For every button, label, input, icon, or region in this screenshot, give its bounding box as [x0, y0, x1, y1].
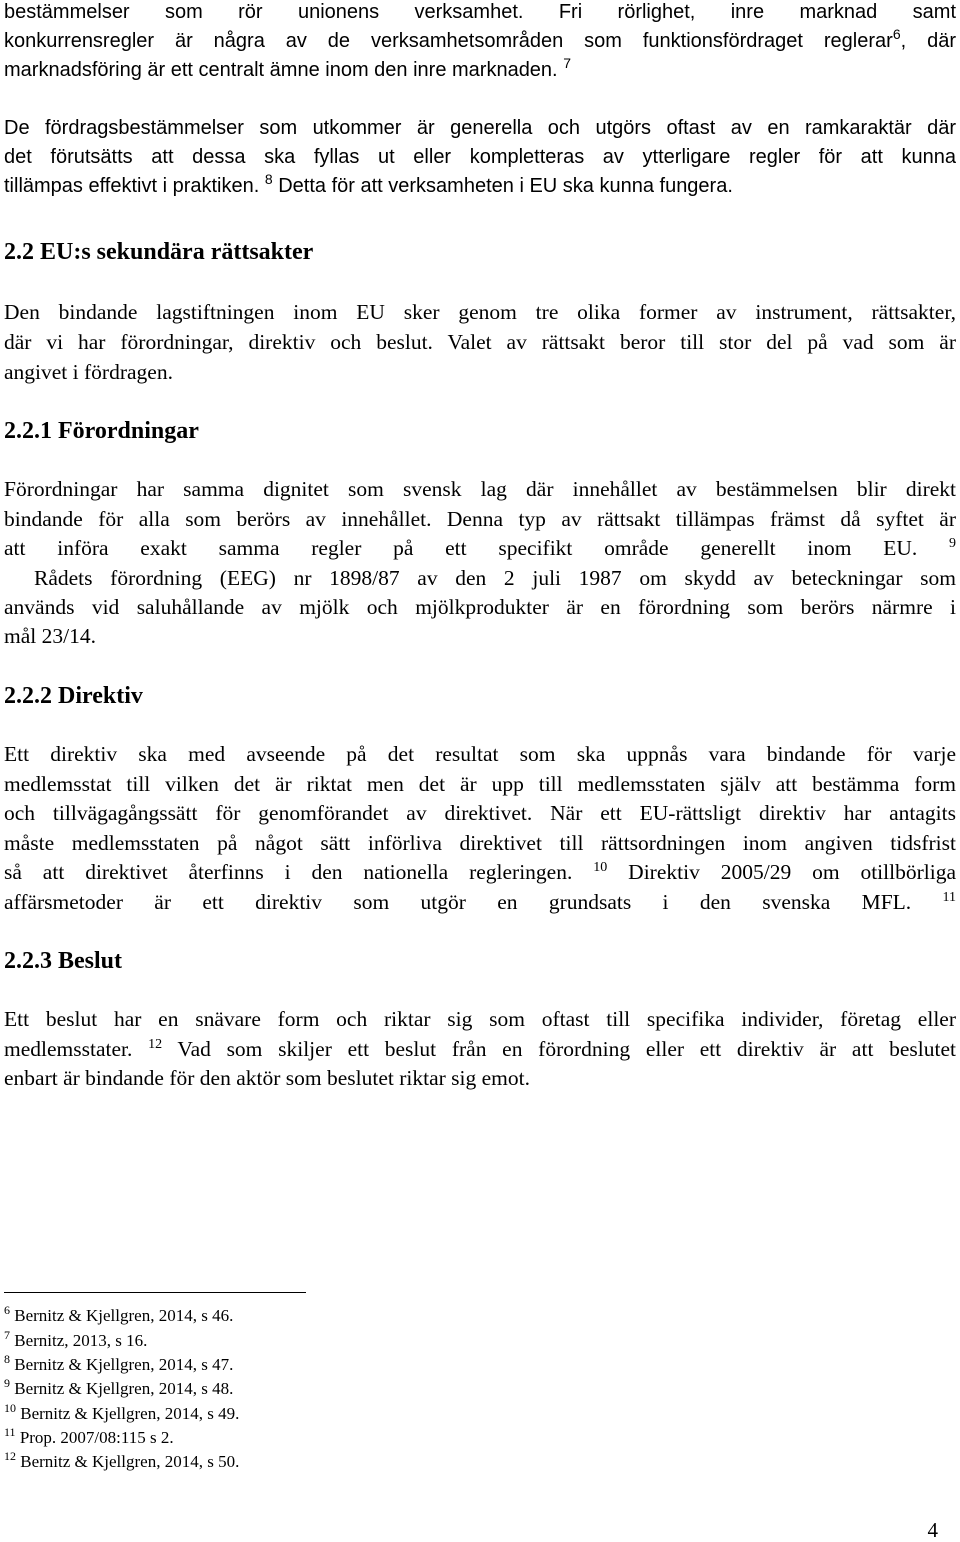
- s22-line-3: angivet i fördragen.: [4, 360, 173, 384]
- heading-2-2-3: 2.2.3 Beslut: [4, 948, 123, 974]
- intro-line-1: bestämmelser som rör unionens verksamhet. Fri rörlighet, inre marknad samt: [4, 1, 956, 23]
- footnote-11: [4, 1425, 174, 1448]
- s222-line-1: Ett direktiv ska med avseende på det resultat som ska uppnås vara bindande för varje: [4, 742, 956, 766]
- s221-line-6: mål 23/14.: [4, 624, 96, 648]
- s22-line-1: Den bindande lagstiftningen inom EU sker genom tre olika former av instrument, rättsakter,: [4, 300, 956, 324]
- s221-line-3-text: att införa exakt samma regler på ett specifikt område generellt inom EU.: [4, 536, 918, 560]
- footnote-ref-7[interactable]: 7: [563, 55, 571, 71]
- intro-line-3-text: marknadsföring är ett centralt ämne inom den inre marknaden.: [4, 59, 558, 81]
- s222-line-3: och tillvägagångssätt för genomförandet av direktivet. När ett EU-rättsligt direktiv har antagits: [4, 801, 956, 825]
- footnote-number: 11: [4, 1425, 16, 1439]
- s223-line-1: Ett beslut har en snävare form och riktar sig som oftast till specifika individer, företag eller: [4, 1007, 956, 1031]
- footnote-text: Bernitz & Kjellgren, 2014, s 49.: [20, 1404, 240, 1423]
- heading-2-2: 2.2 EU:s sekundära rättsakter: [4, 239, 314, 265]
- footnote-number: 12: [4, 1449, 16, 1463]
- footnote-text: Prop. 2007/08:115 s 2.: [19, 1428, 174, 1447]
- footnote-text: Bernitz & Kjellgren, 2014, s 47.: [14, 1355, 234, 1374]
- footnote-text: Bernitz, 2013, s 16.: [14, 1331, 148, 1350]
- s222-line-6: [4, 888, 956, 917]
- footnote-number: 7: [4, 1328, 10, 1342]
- footnote-text: Bernitz & Kjellgren, 2014, s 48.: [14, 1379, 234, 1398]
- s221-line-2: bindande för alla som berörs av innehållet. Denna typ av rättsakt tillämpas främst då syftet är: [4, 507, 956, 531]
- footnote-7: [4, 1328, 148, 1351]
- s222-line-5: [4, 858, 956, 887]
- s222-line-4: måste medlemsstaten på något sätt införliva direktivet till rättsordningen inom angiven tidsfrist: [4, 831, 956, 855]
- s223-line-2: [4, 1035, 956, 1064]
- footnote-number: 9: [4, 1376, 10, 1390]
- footnote-number: 8: [4, 1352, 10, 1366]
- s222-line-2: medlemsstat till vilken det är riktat men det är upp till medlemsstaten själv att bestämma form: [4, 772, 956, 796]
- heading-2-2-1: 2.2.1 Förordningar: [4, 418, 199, 444]
- s22-line-2: där vi har förordningar, direktiv och beslut. Valet av rättsakt beror till stor del på vad som är: [4, 330, 956, 354]
- footnote-separator: [4, 1292, 306, 1293]
- s221-line-3: [4, 534, 956, 563]
- footnote-6: [4, 1303, 234, 1326]
- s221-line-4: Rådets förordning (EEG) nr 1898/87 av den 2 juli 1987 om skydd av beteckningar som: [34, 566, 956, 590]
- footnote-12: [4, 1449, 240, 1472]
- intro-line-2-end: , där: [900, 30, 956, 52]
- s221-line-1: Förordningar har samma dignitet som svensk lag där innehållet av bestämmelsen blir direkt: [4, 477, 956, 501]
- footnote-9: [4, 1376, 234, 1399]
- footnote-10: [4, 1401, 240, 1424]
- footnote-ref-11[interactable]: 11: [942, 890, 956, 905]
- para1-line-1: De fördragsbestämmelser som utkommer är generella och utgörs oftast av en ramkaraktär där: [4, 117, 956, 139]
- footnote-ref-12[interactable]: 12: [148, 1037, 163, 1052]
- s222-line-6-text: affärsmetoder är ett direktiv som utgör en grundsats i den svenska MFL.: [4, 890, 912, 914]
- s223-line-2-text-a: medlemsstater.: [4, 1037, 133, 1061]
- intro-line-3: [4, 56, 956, 85]
- s222-line-5-text-b: Direktiv 2005/29 om otillbörliga: [628, 860, 957, 884]
- s223-line-3: enbart är bindande för den aktör som beslutet riktar sig emot.: [4, 1066, 530, 1090]
- footnote-ref-8[interactable]: 8: [264, 171, 273, 187]
- s223-line-2-text-b: Vad som skiljer ett beslut från en förordning eller ett direktiv är att beslutet: [177, 1037, 956, 1061]
- footnote-ref-10[interactable]: 10: [593, 860, 608, 875]
- footnote-8: [4, 1352, 234, 1375]
- intro-line-2-text: konkurrensregler är några av de verksamhetsområden som funktionsfördraget reglerar: [4, 30, 893, 52]
- para1-line-3: [4, 172, 956, 201]
- footnote-ref-6[interactable]: 6: [892, 26, 901, 42]
- footnote-number: 10: [4, 1401, 16, 1415]
- page-number: 4: [927, 1518, 938, 1542]
- footnote-ref-9[interactable]: 9: [949, 536, 957, 551]
- para1-line-3-text-b: Detta för att verksamheten i EU ska kunna fungera.: [278, 175, 733, 197]
- para1-line-2: det förutsätts att dessa ska fyllas ut eller kompletteras av ytterligare regler för att kunna: [4, 146, 956, 168]
- footnote-text: Bernitz & Kjellgren, 2014, s 46.: [14, 1306, 234, 1325]
- para1-line-3-text-a: tillämpas effektivt i praktiken.: [4, 175, 260, 197]
- heading-2-2-2: 2.2.2 Direktiv: [4, 683, 143, 709]
- footnote-text: Bernitz & Kjellgren, 2014, s 50.: [20, 1452, 240, 1471]
- s222-line-5-text-a: så att direktivet återfinns i den nationella regleringen.: [4, 860, 573, 884]
- intro-line-2: [4, 27, 956, 56]
- footnote-number: 6: [4, 1303, 10, 1317]
- s221-line-5: används vid saluhållande av mjölk och mjölkprodukter är en förordning som berörs närmre i: [4, 595, 956, 619]
